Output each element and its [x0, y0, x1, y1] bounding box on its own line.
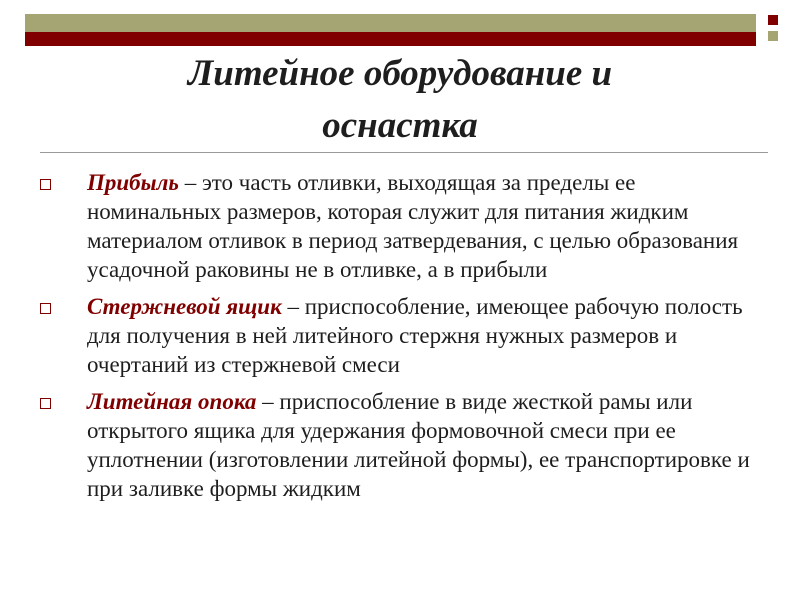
list-item	[40, 387, 760, 503]
title-divider	[40, 152, 768, 153]
item-text	[87, 168, 760, 284]
item-definition: – приспособление, имеющее рабочую полость для получения в ней литейного стержня нужных размеров и очертаний из стержневой смеси	[87, 294, 743, 377]
list-item	[40, 168, 760, 284]
header-bar-maroon	[25, 32, 756, 46]
item-text	[87, 387, 760, 503]
header-bar-olive	[25, 14, 756, 32]
corner-square-maroon	[767, 14, 779, 26]
item-definition: – приспособление в виде жесткой рамы или открытого ящика для удержания формовочной смеси при ее уплотнении (изготовлении литейной формы), ее транспортировке и при заливке формы жидким	[87, 389, 750, 501]
item-term: Стержневой ящик	[87, 294, 282, 319]
slide-title	[40, 48, 760, 152]
slide-title-line2: оснастка	[322, 105, 478, 146]
slide-title-line1: Литейное оборудование и	[187, 53, 613, 94]
square-bullet-icon	[40, 179, 51, 190]
item-text	[87, 292, 760, 379]
square-bullet-icon	[40, 398, 51, 409]
square-bullet-icon	[40, 303, 51, 314]
item-definition: – это часть отливки, выходящая за пределы ее номинальных размеров, которая служит для питания жидким материалом отливок в период затвердевания, с целью образования усадочной раковины не в отливке, а в прибыли	[87, 170, 739, 282]
list-item	[40, 292, 760, 379]
item-term: Литейная опока	[87, 389, 257, 414]
bullet-list	[40, 168, 760, 511]
item-term: Прибыль	[87, 170, 179, 195]
corner-square-olive	[767, 30, 779, 42]
